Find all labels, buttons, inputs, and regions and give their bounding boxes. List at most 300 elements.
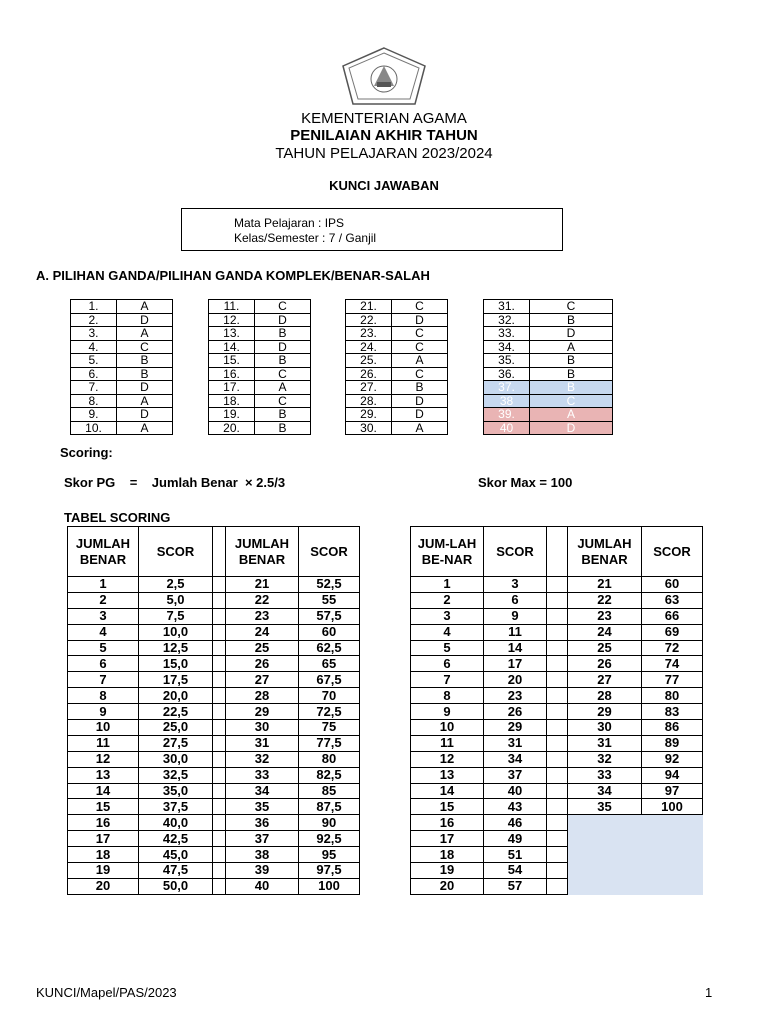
answer-row bbox=[209, 354, 311, 368]
table-cell: 28 bbox=[568, 688, 642, 704]
table-cell: 34 bbox=[484, 751, 547, 767]
answer-row bbox=[484, 340, 613, 354]
table-cell: 37. bbox=[484, 381, 530, 395]
table-cell: A bbox=[255, 381, 311, 395]
header-cell: JUMLAH BENAR bbox=[568, 527, 642, 577]
table-cell: 4 bbox=[68, 624, 139, 640]
table-cell: 5 bbox=[68, 640, 139, 656]
table-cell: 3 bbox=[411, 608, 484, 624]
table-cell: 60 bbox=[299, 624, 360, 640]
answer-row bbox=[209, 340, 311, 354]
table-row bbox=[411, 592, 703, 608]
table-cell: 35,0 bbox=[139, 783, 213, 799]
table-cell: B bbox=[530, 313, 613, 327]
answer-table-1 bbox=[70, 299, 173, 435]
answer-row bbox=[346, 408, 448, 422]
table-cell: C bbox=[530, 300, 613, 314]
table-cell: 8. bbox=[71, 394, 117, 408]
table-row bbox=[68, 847, 360, 863]
table-cell: 9 bbox=[68, 704, 139, 720]
table-cell: 80 bbox=[299, 751, 360, 767]
header-cell: SCOR bbox=[299, 527, 360, 577]
table-cell: 33 bbox=[568, 767, 642, 783]
table-cell: 43 bbox=[484, 799, 547, 815]
table-cell: 74 bbox=[642, 656, 703, 672]
table-cell: 29 bbox=[568, 704, 642, 720]
table-cell: 69 bbox=[642, 624, 703, 640]
table-cell: 72 bbox=[642, 640, 703, 656]
table-cell: 33. bbox=[484, 327, 530, 341]
answer-row bbox=[484, 421, 613, 435]
table-cell: 38 bbox=[226, 847, 299, 863]
table-cell: 32. bbox=[484, 313, 530, 327]
table-cell: 8 bbox=[411, 688, 484, 704]
table-cell: 16. bbox=[209, 367, 255, 381]
table-cell: 52,5 bbox=[299, 577, 360, 593]
table-cell bbox=[568, 878, 703, 894]
table-cell: 6 bbox=[484, 592, 547, 608]
table-cell: 8 bbox=[68, 688, 139, 704]
table-cell: C bbox=[255, 300, 311, 314]
table-cell: 12 bbox=[68, 751, 139, 767]
table-cell: 19. bbox=[209, 408, 255, 422]
answer-row bbox=[484, 300, 613, 314]
table-cell: 72,5 bbox=[299, 704, 360, 720]
table-cell: 14 bbox=[484, 640, 547, 656]
table-row bbox=[68, 735, 360, 751]
table-cell: 38 bbox=[484, 394, 530, 408]
table-cell: 15,0 bbox=[139, 656, 213, 672]
table-cell: 92,5 bbox=[299, 831, 360, 847]
table-cell: A bbox=[392, 421, 448, 435]
table-cell: 45,0 bbox=[139, 847, 213, 863]
table-cell: 15 bbox=[411, 799, 484, 815]
table-cell: 85 bbox=[299, 783, 360, 799]
answer-row bbox=[346, 300, 448, 314]
table-cell: 86 bbox=[642, 720, 703, 736]
table-cell: 26 bbox=[568, 656, 642, 672]
table-cell: 25,0 bbox=[139, 720, 213, 736]
table-cell: 1 bbox=[68, 577, 139, 593]
table-cell: B bbox=[530, 354, 613, 368]
table-cell: D bbox=[392, 313, 448, 327]
table-cell: 75 bbox=[299, 720, 360, 736]
table-row bbox=[411, 815, 703, 831]
answer-row bbox=[71, 367, 173, 381]
table-row bbox=[68, 878, 360, 894]
table-row bbox=[411, 720, 703, 736]
table-cell: 21 bbox=[568, 577, 642, 593]
table-cell: 25 bbox=[226, 640, 299, 656]
answer-row bbox=[71, 327, 173, 341]
table-cell: 6. bbox=[71, 367, 117, 381]
table-cell: 9. bbox=[71, 408, 117, 422]
table-cell: C bbox=[255, 394, 311, 408]
table-cell: 42,5 bbox=[139, 831, 213, 847]
table-cell: 16 bbox=[68, 815, 139, 831]
table-row bbox=[411, 799, 703, 815]
table-cell: 83 bbox=[642, 704, 703, 720]
table-cell: B bbox=[392, 381, 448, 395]
header-cell: JUMLAH BENAR bbox=[68, 527, 139, 577]
table-cell: 14 bbox=[68, 783, 139, 799]
table-cell: 24. bbox=[346, 340, 392, 354]
footer-code: KUNCI/Mapel/PAS/2023 bbox=[36, 985, 177, 1000]
table-cell: 13 bbox=[68, 767, 139, 783]
answer-row bbox=[71, 300, 173, 314]
table-cell: 34. bbox=[484, 340, 530, 354]
table-cell: 29 bbox=[484, 720, 547, 736]
table-cell: A bbox=[392, 354, 448, 368]
answer-row bbox=[71, 408, 173, 422]
table-cell: 39. bbox=[484, 408, 530, 422]
exam-title: PENILAIAN AKHIR TAHUN bbox=[290, 127, 478, 144]
table-cell: 30,0 bbox=[139, 751, 213, 767]
table-cell: D bbox=[392, 408, 448, 422]
table-cell: 82,5 bbox=[299, 767, 360, 783]
header-cell: JUM-LAH BE-NAR bbox=[411, 527, 484, 577]
table-cell: 7 bbox=[68, 672, 139, 688]
table-row bbox=[68, 577, 360, 593]
table-cell: 27. bbox=[346, 381, 392, 395]
table-cell bbox=[568, 863, 703, 879]
table-cell: 23. bbox=[346, 327, 392, 341]
table-cell: 24 bbox=[226, 624, 299, 640]
table-cell bbox=[568, 815, 703, 831]
table-cell: 37 bbox=[484, 767, 547, 783]
table-cell: D bbox=[117, 313, 173, 327]
table-cell: 57,5 bbox=[299, 608, 360, 624]
table-cell: 26. bbox=[346, 367, 392, 381]
table-row bbox=[68, 640, 360, 656]
table-cell: D bbox=[255, 313, 311, 327]
table-cell: 57 bbox=[484, 878, 547, 894]
table-cell: 65 bbox=[299, 656, 360, 672]
table-cell: 32 bbox=[226, 751, 299, 767]
table-cell bbox=[568, 847, 703, 863]
table-cell: C bbox=[392, 340, 448, 354]
table-cell: A bbox=[117, 327, 173, 341]
table-row bbox=[411, 672, 703, 688]
answer-row bbox=[71, 381, 173, 395]
table-cell: 62,5 bbox=[299, 640, 360, 656]
table-cell: 22 bbox=[568, 592, 642, 608]
table-cell: 27 bbox=[226, 672, 299, 688]
table-cell: 87,5 bbox=[299, 799, 360, 815]
table-cell: D bbox=[117, 381, 173, 395]
table-cell: 2 bbox=[68, 592, 139, 608]
table-cell: 16 bbox=[411, 815, 484, 831]
table-cell: 11 bbox=[411, 735, 484, 751]
answer-row bbox=[71, 421, 173, 435]
table-cell: 27,5 bbox=[139, 735, 213, 751]
table-cell: 3 bbox=[484, 577, 547, 593]
table-cell: 17 bbox=[411, 831, 484, 847]
table-cell: B bbox=[255, 354, 311, 368]
table-row bbox=[68, 624, 360, 640]
table-cell: D bbox=[255, 340, 311, 354]
answer-row bbox=[209, 394, 311, 408]
answer-row bbox=[209, 300, 311, 314]
answer-row bbox=[346, 354, 448, 368]
table-cell: 35. bbox=[484, 354, 530, 368]
table-cell: B bbox=[255, 421, 311, 435]
table-cell: 10 bbox=[411, 720, 484, 736]
table-cell: C bbox=[530, 394, 613, 408]
table-cell: 29 bbox=[226, 704, 299, 720]
table-cell: 60 bbox=[642, 577, 703, 593]
scoring-table-1 bbox=[67, 526, 360, 895]
table-cell: 28. bbox=[346, 394, 392, 408]
table-row bbox=[68, 831, 360, 847]
table-row bbox=[411, 783, 703, 799]
table-cell: 25 bbox=[568, 640, 642, 656]
table-cell: 32 bbox=[568, 751, 642, 767]
table-cell: 21. bbox=[346, 300, 392, 314]
table-row bbox=[411, 624, 703, 640]
table-cell: 26 bbox=[226, 656, 299, 672]
answer-row bbox=[484, 313, 613, 327]
table-cell: 28 bbox=[226, 688, 299, 704]
answer-row bbox=[209, 421, 311, 435]
table-cell: 70 bbox=[299, 688, 360, 704]
table-row bbox=[68, 704, 360, 720]
table-row bbox=[411, 863, 703, 879]
table-cell: 14 bbox=[411, 783, 484, 799]
table-row bbox=[68, 767, 360, 783]
class-line: Kelas/Semester : 7 / Ganjil bbox=[234, 231, 377, 245]
table-cell: 29. bbox=[346, 408, 392, 422]
table-cell: C bbox=[117, 340, 173, 354]
table-cell: 77 bbox=[642, 672, 703, 688]
answer-table-3 bbox=[345, 299, 448, 435]
table-cell: 35 bbox=[568, 799, 642, 815]
answer-row bbox=[346, 313, 448, 327]
table-cell: 67,5 bbox=[299, 672, 360, 688]
table-cell: 10 bbox=[68, 720, 139, 736]
table-cell: 10. bbox=[71, 421, 117, 435]
table-row bbox=[68, 688, 360, 704]
answer-row bbox=[484, 381, 613, 395]
table-cell: 37,5 bbox=[139, 799, 213, 815]
table-cell: 18 bbox=[411, 847, 484, 863]
table-cell: A bbox=[117, 300, 173, 314]
table-cell: 19 bbox=[68, 863, 139, 879]
table-row bbox=[68, 656, 360, 672]
table-row bbox=[411, 688, 703, 704]
table-row bbox=[68, 799, 360, 815]
table-cell: 40 bbox=[484, 783, 547, 799]
table-cell: 15. bbox=[209, 354, 255, 368]
table-cell: 36. bbox=[484, 367, 530, 381]
table-row bbox=[411, 878, 703, 894]
table-cell: C bbox=[255, 367, 311, 381]
table-cell: B bbox=[117, 354, 173, 368]
table-cell: 92 bbox=[642, 751, 703, 767]
table-cell: 5 bbox=[411, 640, 484, 656]
table-cell: 35 bbox=[226, 799, 299, 815]
table-cell: 31 bbox=[484, 735, 547, 751]
table-cell: 9 bbox=[484, 608, 547, 624]
table-row bbox=[411, 831, 703, 847]
table-cell: 51 bbox=[484, 847, 547, 863]
answer-table-4 bbox=[483, 299, 613, 435]
table-cell: 30 bbox=[568, 720, 642, 736]
table-cell: 12,5 bbox=[139, 640, 213, 656]
table-cell: D bbox=[392, 394, 448, 408]
table-cell: 77,5 bbox=[299, 735, 360, 751]
answer-row bbox=[346, 367, 448, 381]
table-row bbox=[68, 783, 360, 799]
table-cell: 3. bbox=[71, 327, 117, 341]
table-cell: 39 bbox=[226, 863, 299, 879]
answer-row bbox=[346, 381, 448, 395]
header-cell: SCOR bbox=[642, 527, 703, 577]
table-cell: D bbox=[530, 327, 613, 341]
table-cell: 7. bbox=[71, 381, 117, 395]
table-cell: 80 bbox=[642, 688, 703, 704]
table-cell: 25. bbox=[346, 354, 392, 368]
table-cell: 10,0 bbox=[139, 624, 213, 640]
table-cell: 18 bbox=[68, 847, 139, 863]
table-cell: 90 bbox=[299, 815, 360, 831]
header-cell: SCOR bbox=[484, 527, 547, 577]
table-cell: 7,5 bbox=[139, 608, 213, 624]
answer-row bbox=[71, 354, 173, 368]
table-cell: B bbox=[117, 367, 173, 381]
table-row bbox=[411, 767, 703, 783]
table-cell: 100 bbox=[642, 799, 703, 815]
info-box bbox=[181, 208, 563, 251]
answer-row bbox=[71, 313, 173, 327]
table-row bbox=[68, 608, 360, 624]
table-cell: 94 bbox=[642, 767, 703, 783]
answer-row bbox=[209, 408, 311, 422]
table-cell: 15 bbox=[68, 799, 139, 815]
answer-row bbox=[209, 381, 311, 395]
table-cell: 89 bbox=[642, 735, 703, 751]
table-cell: 12 bbox=[411, 751, 484, 767]
table-cell: B bbox=[255, 327, 311, 341]
table-cell: 36 bbox=[226, 815, 299, 831]
answer-row bbox=[209, 327, 311, 341]
table-cell: 20 bbox=[411, 878, 484, 894]
table-cell: C bbox=[392, 300, 448, 314]
table-cell: 34 bbox=[568, 783, 642, 799]
answer-row bbox=[346, 327, 448, 341]
score-formula: Skor PG = Jumlah Benar × 2.5/3 bbox=[64, 475, 286, 490]
table-cell: 20 bbox=[68, 878, 139, 894]
table-cell: 23 bbox=[484, 688, 547, 704]
table-cell: 11. bbox=[209, 300, 255, 314]
table-cell: 30. bbox=[346, 421, 392, 435]
table-cell: 95 bbox=[299, 847, 360, 863]
table-cell: 30 bbox=[226, 720, 299, 736]
scoring-label: Scoring: bbox=[60, 445, 113, 460]
table-cell: 7 bbox=[411, 672, 484, 688]
header-cell: SCOR bbox=[139, 527, 213, 577]
table-cell: 5,0 bbox=[139, 592, 213, 608]
answer-row bbox=[209, 313, 311, 327]
table-cell: 55 bbox=[299, 592, 360, 608]
table-cell: 22,5 bbox=[139, 704, 213, 720]
table-cell bbox=[568, 831, 703, 847]
answer-row bbox=[484, 354, 613, 368]
scoring-table-2 bbox=[410, 526, 703, 895]
table-cell: 14. bbox=[209, 340, 255, 354]
table-cell: A bbox=[530, 408, 613, 422]
table-row bbox=[68, 720, 360, 736]
table-cell: 46 bbox=[484, 815, 547, 831]
answer-key-title: KUNCI JAWABAN bbox=[329, 178, 439, 193]
table-cell: D bbox=[117, 408, 173, 422]
table-cell: A bbox=[117, 421, 173, 435]
table-cell: 26 bbox=[484, 704, 547, 720]
table-row bbox=[68, 592, 360, 608]
table-cell: A bbox=[117, 394, 173, 408]
answer-row bbox=[484, 408, 613, 422]
table-cell: 2,5 bbox=[139, 577, 213, 593]
table-cell: 24 bbox=[568, 624, 642, 640]
table-cell: 19 bbox=[411, 863, 484, 879]
section-a-title: A. PILIHAN GANDA/PILIHAN GANDA KOMPLEK/BENAR-SALAH bbox=[36, 268, 430, 283]
table-cell: B bbox=[530, 367, 613, 381]
answer-row bbox=[484, 367, 613, 381]
kemenag-logo bbox=[339, 46, 429, 106]
table-cell: 11 bbox=[68, 735, 139, 751]
table-cell: 27 bbox=[568, 672, 642, 688]
table-cell: 13. bbox=[209, 327, 255, 341]
table-cell: 20 bbox=[484, 672, 547, 688]
answer-row bbox=[71, 394, 173, 408]
table-cell: 1. bbox=[71, 300, 117, 314]
table-row bbox=[68, 751, 360, 767]
table-cell: 97 bbox=[642, 783, 703, 799]
table-cell: 47,5 bbox=[139, 863, 213, 879]
table-cell: C bbox=[392, 327, 448, 341]
table-cell: 11 bbox=[484, 624, 547, 640]
header-cell: JUMLAH BENAR bbox=[226, 527, 299, 577]
table-row bbox=[411, 640, 703, 656]
table-cell: 31 bbox=[226, 735, 299, 751]
table-cell: 37 bbox=[226, 831, 299, 847]
table-cell: 31 bbox=[568, 735, 642, 751]
table-cell: 20,0 bbox=[139, 688, 213, 704]
table-cell: D bbox=[530, 421, 613, 435]
table-cell: 17 bbox=[484, 656, 547, 672]
score-max: Skor Max = 100 bbox=[478, 475, 573, 490]
table-cell: 100 bbox=[299, 878, 360, 894]
answer-row bbox=[209, 367, 311, 381]
table-cell: 34 bbox=[226, 783, 299, 799]
table-cell: 6 bbox=[411, 656, 484, 672]
answer-row bbox=[346, 394, 448, 408]
table-cell: 21 bbox=[226, 577, 299, 593]
table-cell: 97,5 bbox=[299, 863, 360, 879]
year-title: TAHUN PELAJARAN 2023/2024 bbox=[275, 145, 493, 162]
table-row bbox=[411, 751, 703, 767]
table-cell: 9 bbox=[411, 704, 484, 720]
answer-row bbox=[346, 421, 448, 435]
scoring-table-title: TABEL SCORING bbox=[64, 510, 171, 525]
table-cell: 66 bbox=[642, 608, 703, 624]
table-cell: B bbox=[530, 381, 613, 395]
table-row bbox=[411, 656, 703, 672]
table-cell: 17,5 bbox=[139, 672, 213, 688]
table-cell: 20. bbox=[209, 421, 255, 435]
table-cell: 22 bbox=[226, 592, 299, 608]
table-cell: 1 bbox=[411, 577, 484, 593]
